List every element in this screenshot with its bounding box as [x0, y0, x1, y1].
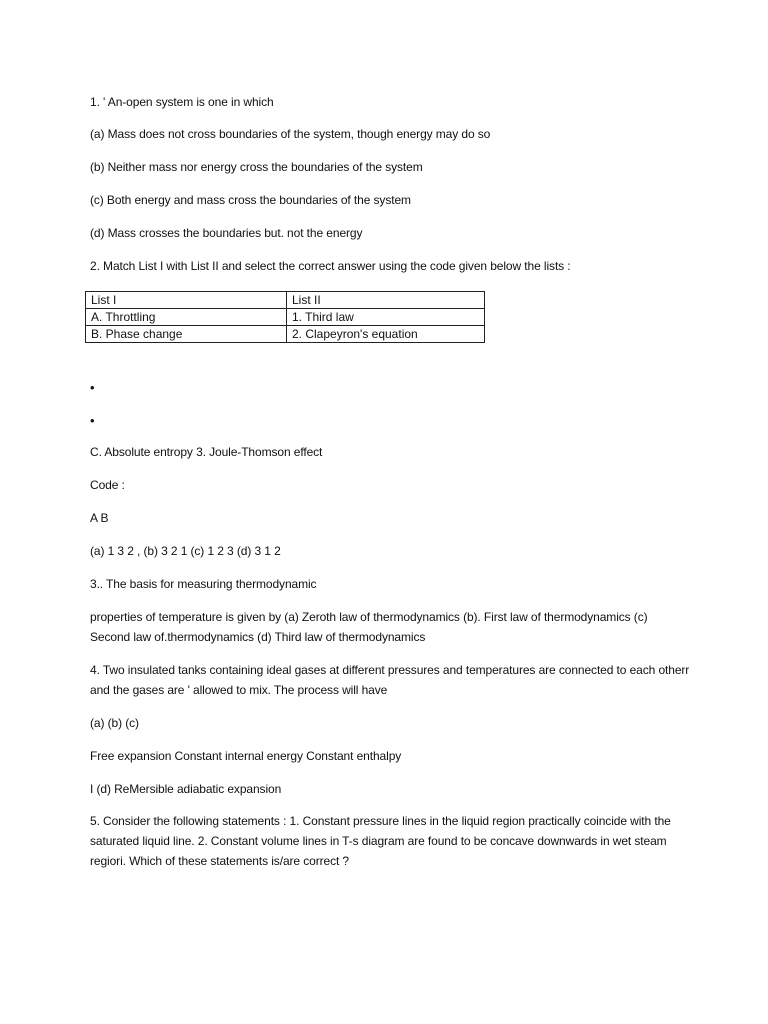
- question-4-option-d: I (d) ReMersible adiabatic expansion: [90, 782, 282, 796]
- question-2-code-label: Code :: [90, 478, 125, 492]
- bullet-point: •: [90, 413, 95, 428]
- question-2-text: 2. Match List I with List II and select the correct answer using the code given below the lists :: [90, 259, 571, 273]
- table-row: [86, 309, 485, 326]
- table-cell: A. Throttling: [86, 309, 287, 326]
- bullet-point: •: [90, 380, 95, 395]
- question-3-text: 3.. The basis for measuring thermodynamic: [90, 577, 317, 591]
- question-2-code-options: (a) 1 3 2 , (b) 3 2 1 (c) 1 2 3 (d) 3 1 2: [90, 544, 281, 558]
- table-header-row: [86, 292, 485, 309]
- question-4-options-header: (a) (b) (c): [90, 716, 139, 730]
- question-1-option-c: (c) Both energy and mass cross the boundaries of the system: [90, 193, 411, 207]
- table-cell: 1. Third law: [287, 309, 485, 326]
- match-table: [85, 291, 485, 343]
- table-header-list-2: List II: [287, 292, 485, 309]
- question-3-body: properties of temperature is given by (a) Zeroth law of thermodynamics (b). First law of thermodynamics (c) Second law of.thermodynamics (d) Third law of thermodynamics: [90, 610, 648, 644]
- question-4-text: 4. Two insulated tanks containing ideal gases at different pressures and temperatures are connected to each otherr and the gases are ' allowed to mix. The process will have: [90, 663, 690, 697]
- question-1-option-b: (b) Neither mass nor energy cross the boundaries of the system: [90, 160, 423, 174]
- question-5-text: 5. Consider the following statements : 1. Constant pressure lines in the liquid region practically coincide with the saturated liquid line. 2. Constant volume lines in T-s diagram are found to be concave downwards in wet steam regiori. Which of these statements is/are correct ?: [90, 814, 671, 868]
- question-1-option-a: (a) Mass does not cross boundaries of the system, though energy may do so: [90, 127, 491, 141]
- question-1-text: 1. ' An-open system is one in which: [90, 95, 274, 109]
- table-cell: B. Phase change: [86, 326, 287, 343]
- question-2-code-header: A B: [90, 511, 109, 525]
- table-header-list-1: List I: [86, 292, 287, 309]
- question-1-option-d: (d) Mass crosses the boundaries but. not the energy: [90, 226, 363, 240]
- table-row: [86, 326, 485, 343]
- question-2-extra-row: C. Absolute entropy 3. Joule-Thomson effect: [90, 445, 323, 459]
- table-cell: 2. Clapeyron's equation: [287, 326, 485, 343]
- question-4-options-text: Free expansion Constant internal energy Constant enthalpy: [90, 749, 402, 763]
